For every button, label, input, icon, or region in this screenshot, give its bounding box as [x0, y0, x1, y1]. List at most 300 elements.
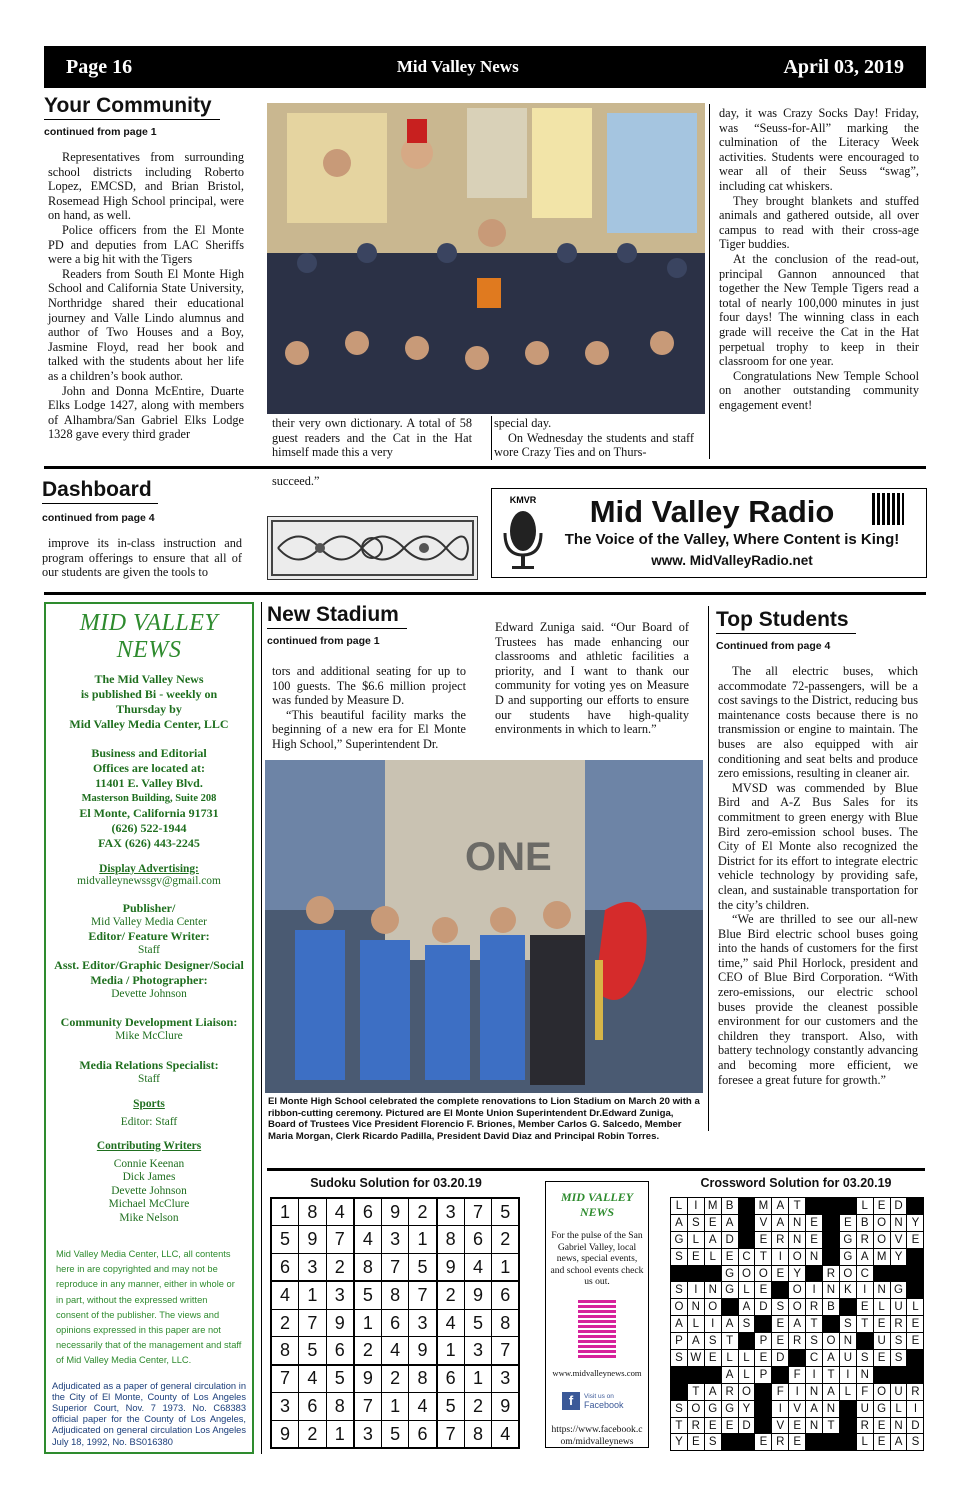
crossword-black-cell: [671, 1383, 688, 1400]
sudoku-cell: 3: [464, 1337, 492, 1365]
sudoku-cell: 6: [409, 1420, 437, 1448]
community-col3b: On Wednesday the students and staff wore Crazy Ties and on Thurs-: [494, 430, 694, 460]
crossword-cell: T: [806, 1316, 823, 1333]
crossword-cell: O: [687, 1400, 704, 1417]
sudoku-cell: 3: [409, 1309, 437, 1337]
top-para: MVSD was commended by Blue Bird and A-Z Bus Sales for its commitment to green energy with Blue Bird zero-emission school buses. The City of El Monte also recognized the District for its effort to integrate electric vehicle technology by providing safe, clean, and sustainable transportation for the city’s children.: [718, 780, 918, 912]
sudoku-cell: 5: [464, 1309, 492, 1337]
sudoku-row: [271, 1393, 519, 1421]
sudoku-cell: 5: [354, 1281, 382, 1309]
sudoku-cell: 8: [271, 1337, 299, 1365]
crossword-row: [671, 1350, 924, 1367]
sudoku-cell: 9: [381, 1198, 409, 1226]
crossword-cell: O: [839, 1265, 856, 1282]
top-heading-block: [716, 608, 856, 652]
crossword-cell: I: [772, 1248, 789, 1265]
crossword-black-cell: [704, 1265, 721, 1282]
sudoku-cell: 2: [326, 1254, 354, 1282]
crossword-cell: I: [806, 1282, 823, 1299]
crossword-black-cell: [806, 1198, 823, 1215]
crossword-black-cell: [823, 1434, 840, 1451]
crossword-cell: R: [772, 1434, 789, 1451]
page-number: Page 16: [66, 55, 133, 78]
sudoku-cell: 6: [326, 1337, 354, 1365]
crossword-black-cell: [755, 1417, 772, 1434]
section-rule: [267, 1168, 925, 1171]
crossword-cell: O: [789, 1248, 806, 1265]
microphone-icon: [500, 493, 546, 573]
masthead-pub-line: Mid Valley Media Center, LLC: [69, 717, 229, 731]
community-heading: Your Community: [44, 94, 220, 120]
crossword-cell: I: [907, 1400, 924, 1417]
crossword-cell: F: [789, 1366, 806, 1383]
sudoku-cell: 4: [326, 1198, 354, 1226]
sudoku-cell: 2: [354, 1337, 382, 1365]
crossword-cell: R: [823, 1265, 840, 1282]
crossword-cell: D: [907, 1417, 924, 1434]
asst-name: Devette Johnson: [111, 987, 187, 1000]
crossword-cell: R: [806, 1299, 823, 1316]
sudoku-cell: 7: [437, 1420, 465, 1448]
crossword-black-cell: [823, 1316, 840, 1333]
crossword-black-cell: [823, 1214, 840, 1231]
sudoku-cell: 2: [437, 1281, 465, 1309]
crossword-cell: D: [738, 1417, 755, 1434]
crossword-cell: A: [704, 1231, 721, 1248]
masthead-pub-line: Thursday by: [116, 702, 182, 716]
sudoku-cell: 6: [354, 1198, 382, 1226]
crossword-cell: M: [755, 1198, 772, 1215]
crossword-cell: U: [890, 1299, 907, 1316]
crossword-cell: L: [704, 1248, 721, 1265]
sudoku-cell: 7: [492, 1337, 520, 1365]
crossword-black-cell: [839, 1198, 856, 1215]
sudoku-cell: 1: [354, 1309, 382, 1337]
crossword-cell: A: [772, 1214, 789, 1231]
stadium-para: “This beautiful facility marks the beginning of a new era for El Monte High School,” Superintendent Dr.: [272, 707, 466, 751]
crossword-black-cell: [738, 1333, 755, 1350]
crossword-black-cell: [687, 1265, 704, 1282]
crossword-cell: S: [704, 1333, 721, 1350]
sudoku-cell: 1: [492, 1254, 520, 1282]
crossword-cell: A: [671, 1214, 688, 1231]
crossword-cell: E: [907, 1316, 924, 1333]
radio-logo-text: KMVR: [509, 495, 537, 505]
crossword-cell: I: [856, 1282, 873, 1299]
ad-label: Display Advertising:: [99, 863, 199, 875]
crossword-row: [671, 1231, 924, 1248]
sudoku-row: [271, 1281, 519, 1309]
crossword-cell: N: [890, 1214, 907, 1231]
crossword-cell: E: [704, 1214, 721, 1231]
radio-tagline: The Voice of the Valley, Where Content is King!: [564, 531, 900, 548]
page-banner: [44, 46, 926, 88]
crossword-cell: E: [907, 1231, 924, 1248]
crossword-cell: V: [772, 1417, 789, 1434]
crossword-black-cell: [907, 1282, 924, 1299]
masthead-box: [44, 602, 254, 1454]
sudoku-cell: 3: [437, 1198, 465, 1226]
crossword-cell: U: [873, 1333, 890, 1350]
crossword-cell: N: [839, 1333, 856, 1350]
crossword-black-cell: [907, 1265, 924, 1282]
top-continued: Continued from page 4: [716, 640, 831, 652]
crossword-cell: D: [755, 1299, 772, 1316]
facebook-url[interactable]: https://www.facebook.com/midvalleynews: [551, 1423, 643, 1447]
crossword-black-cell: [721, 1299, 738, 1316]
editor-label: Editor/ Feature Writer:: [88, 929, 210, 943]
crossword-cell: L: [890, 1400, 907, 1417]
crossword-row: [671, 1417, 924, 1434]
crossword-black-cell: [823, 1248, 840, 1265]
crossword-grid: [670, 1197, 924, 1451]
mrs-label: Media Relations Specialist:: [79, 1057, 219, 1072]
crossword-black-cell: [738, 1434, 755, 1451]
crossword-cell: A: [671, 1316, 688, 1333]
masthead-pub-line: is published Bi - weekly on: [80, 687, 218, 701]
community-col3a: special day.: [494, 416, 552, 430]
paper-title: Mid Valley News: [396, 57, 519, 76]
sudoku-cell: 4: [354, 1226, 382, 1254]
crossword-cell: K: [839, 1282, 856, 1299]
sudoku-cell: 9: [437, 1254, 465, 1282]
crossword-cell: O: [873, 1231, 890, 1248]
sudoku-cell: 3: [354, 1420, 382, 1448]
crossword-cell: S: [671, 1248, 688, 1265]
crossword-black-cell: [873, 1265, 890, 1282]
adjudication-notice: Adjudicated as a paper of general circulation in the City of El Monte, County of Los Angeles Superior Court, Nov. 7 1973. No. C68383 official paper for the County of Los Angeles, Adjudicated on general circulation Los Angeles July 18, 1992, No. BS016380: [52, 1380, 246, 1447]
crossword-cell: Y: [890, 1248, 907, 1265]
community-continued: continued from page 1: [44, 126, 157, 138]
crossword-cell: S: [856, 1350, 873, 1367]
sudoku-cell: 1: [437, 1337, 465, 1365]
crossword-cell: E: [721, 1248, 738, 1265]
crossword-cell: N: [687, 1299, 704, 1316]
crossword-cell: O: [704, 1299, 721, 1316]
crossword-cell: O: [789, 1282, 806, 1299]
sudoku-cell: 6: [299, 1393, 327, 1421]
crossword-cell: T: [687, 1383, 704, 1400]
crossword-row: [671, 1299, 924, 1316]
stadium-col1: [272, 664, 466, 752]
crossword-cell: E: [873, 1198, 890, 1215]
crossword-cell: N: [856, 1366, 873, 1383]
crossword-black-cell: [856, 1333, 873, 1350]
sudoku-cell: 4: [381, 1337, 409, 1365]
crossword-cell: T: [721, 1333, 738, 1350]
crossword-row: [671, 1248, 924, 1265]
sudoku-cell: 5: [381, 1420, 409, 1448]
sudoku-cell: 4: [409, 1393, 437, 1421]
crossword-cell: N: [806, 1248, 823, 1265]
crossword-cell: S: [839, 1316, 856, 1333]
crossword-cell: S: [671, 1350, 688, 1367]
crossword-cell: L: [738, 1282, 755, 1299]
crossword-cell: N: [873, 1282, 890, 1299]
sudoku-cell: 6: [492, 1281, 520, 1309]
crossword-row: [671, 1265, 924, 1282]
sudoku-row: [271, 1198, 519, 1226]
sudoku-cell: 4: [492, 1420, 520, 1448]
sudoku-cell: 1: [326, 1420, 354, 1448]
crossword-cell: E: [873, 1434, 890, 1451]
sudoku-cell: 6: [437, 1365, 465, 1393]
crossword-cell: L: [839, 1383, 856, 1400]
crossword-cell: O: [823, 1333, 840, 1350]
crossword-black-cell: [806, 1265, 823, 1282]
crossword-cell: R: [856, 1417, 873, 1434]
radio-title: Mid Valley Radio: [589, 494, 835, 529]
crossword-cell: A: [687, 1333, 704, 1350]
crossword-cell: C: [738, 1248, 755, 1265]
crossword-cell: A: [772, 1198, 789, 1215]
stadium-heading-block: [267, 603, 407, 647]
crossword-black-cell: [839, 1400, 856, 1417]
crossword-cell: E: [755, 1350, 772, 1367]
crossword-cell: R: [789, 1333, 806, 1350]
masthead-office-line: FAX (626) 443-2245: [98, 836, 200, 850]
sudoku-cell: 6: [381, 1309, 409, 1337]
sudoku-cell: 2: [409, 1198, 437, 1226]
promo-box: [545, 1181, 649, 1448]
crossword-cell: E: [873, 1316, 890, 1333]
sports-editor: Editor: Staff: [120, 1116, 178, 1128]
facebook-badge[interactable]: [562, 1390, 632, 1412]
crossword-cell: N: [823, 1282, 840, 1299]
crossword-cell: I: [704, 1316, 721, 1333]
crossword-black-cell: [823, 1231, 840, 1248]
column-rule: [491, 416, 492, 460]
crossword-black-cell: [890, 1265, 907, 1282]
sudoku-cell: 8: [492, 1309, 520, 1337]
sudoku-cell: 1: [409, 1226, 437, 1254]
sudoku-cell: 6: [271, 1254, 299, 1282]
sudoku-cell: 3: [326, 1281, 354, 1309]
top-para: “We are thrilled to see our all-new Blue Bird electric school buses going into the hands of customers for the first time,” said Phil Horlock, president and CEO of Blue Bird Corporation. “With zero-emissions, our electric school buses provide the cleanest possible environment for our customers and the children they transport. Also, with battery technology constantly advancing and becoming more efficient, we foresee a great future for growth.”: [718, 912, 918, 1087]
community-right-para: day, it was Crazy Socks Day! Friday, was “Seuss-for-All” marking the culmination of the Literacy Week activities. Students were encouraged to wear all of their Seuss “swag”, including cat whiskers.: [719, 106, 919, 193]
sudoku-cell: 3: [381, 1226, 409, 1254]
sudoku-cell: 9: [271, 1420, 299, 1448]
mrs-name: Staff: [138, 1072, 160, 1085]
sudoku-cell: 7: [271, 1365, 299, 1393]
top-body: [718, 664, 918, 1087]
radio-ad[interactable]: [491, 488, 927, 578]
crossword-cell: E: [789, 1417, 806, 1434]
stadium-heading: New Stadium: [267, 603, 407, 629]
crossword-row: [671, 1198, 924, 1215]
sudoku-cell: 4: [464, 1254, 492, 1282]
crossword-cell: A: [738, 1299, 755, 1316]
dashboard-continued: continued from page 4: [42, 512, 155, 524]
crossword-cell: B: [721, 1198, 738, 1215]
writer-name: Mike Nelson: [119, 1211, 179, 1224]
crossword-cell: E: [721, 1417, 738, 1434]
crossword-cell: A: [856, 1248, 873, 1265]
sudoku-cell: 8: [381, 1281, 409, 1309]
section-rule: [44, 466, 926, 469]
crossword-black-cell: [839, 1299, 856, 1316]
crossword-cell: N: [806, 1383, 823, 1400]
masthead-office-line: (626) 522-1944: [111, 821, 187, 835]
crossword-cell: N: [890, 1417, 907, 1434]
crossword-black-cell: [755, 1400, 772, 1417]
crossword-row: [671, 1316, 924, 1333]
crossword-cell: T: [823, 1417, 840, 1434]
crossword-black-cell: [738, 1214, 755, 1231]
promo-text: For the pulse of the San Gabriel Valley, local news, special events, and school events check us out.: [550, 1230, 644, 1287]
writer-name: Connie Keenan: [113, 1157, 185, 1170]
crossword-cell: P: [755, 1333, 772, 1350]
crossword-cell: N: [789, 1231, 806, 1248]
crossword-cell: O: [873, 1214, 890, 1231]
crossword-cell: F: [772, 1383, 789, 1400]
sudoku-cell: 9: [354, 1365, 382, 1393]
sudoku-cell: 5: [492, 1198, 520, 1226]
crossword-cell: S: [704, 1434, 721, 1451]
masthead-office-line: 11401 E. Valley Blvd.: [95, 776, 203, 790]
crossword-cell: I: [687, 1198, 704, 1215]
qr-code-icon: [578, 1298, 616, 1358]
ad-email[interactable]: midvalleynewssgv@gmail.com: [77, 875, 221, 887]
svg-text:ONE: ONE: [465, 835, 552, 879]
sudoku-cell: 4: [271, 1281, 299, 1309]
crossword-black-cell: [907, 1366, 924, 1383]
sudoku-cell: 9: [409, 1337, 437, 1365]
sudoku-grid: [270, 1197, 520, 1449]
crossword-cell: T: [671, 1417, 688, 1434]
crossword-cell: D: [772, 1350, 789, 1367]
crossword-cell: L: [873, 1299, 890, 1316]
crossword-cell: R: [907, 1383, 924, 1400]
crossword-black-cell: [721, 1434, 738, 1451]
crossword-black-cell: [907, 1248, 924, 1265]
crossword-cell: S: [687, 1214, 704, 1231]
crossword-cell: M: [704, 1198, 721, 1215]
crossword-cell: E: [873, 1350, 890, 1367]
crossword-cell: A: [704, 1383, 721, 1400]
crossword-black-cell: [907, 1350, 924, 1367]
crossword-cell: L: [856, 1198, 873, 1215]
promo-site[interactable]: www.midvalleynews.com: [552, 1367, 642, 1378]
crossword-black-cell: [671, 1366, 688, 1383]
crossword-cell: A: [789, 1316, 806, 1333]
crossword-cell: V: [890, 1231, 907, 1248]
crossword-cell: E: [755, 1231, 772, 1248]
issue-date: April 03, 2019: [783, 55, 904, 78]
crossword-cell: E: [806, 1214, 823, 1231]
sudoku-row: [271, 1337, 519, 1365]
community-right-para: Congratulations New Temple School on another outstanding community engagement event!: [719, 368, 919, 412]
sudoku-cell: 3: [492, 1365, 520, 1393]
sudoku-cell: 7: [326, 1226, 354, 1254]
sudoku-cell: 7: [381, 1254, 409, 1282]
crossword-row: [671, 1400, 924, 1417]
crossword-cell: L: [738, 1350, 755, 1367]
sudoku-cell: 1: [299, 1281, 327, 1309]
sudoku-row: [271, 1254, 519, 1282]
crossword-cell: C: [856, 1265, 873, 1282]
writer-name: Dick James: [122, 1171, 176, 1183]
crossword-cell: T: [755, 1248, 772, 1265]
crossword-cell: N: [823, 1400, 840, 1417]
sudoku-cell: 2: [464, 1393, 492, 1421]
column-rule: [261, 602, 262, 1454]
sudoku-cell: 8: [437, 1226, 465, 1254]
sudoku-row: [271, 1420, 519, 1448]
crossword-cell: I: [789, 1383, 806, 1400]
crossword-cell: E: [789, 1434, 806, 1451]
sudoku-cell: 2: [381, 1365, 409, 1393]
sudoku-cell: 5: [437, 1393, 465, 1421]
crossword-cell: U: [890, 1383, 907, 1400]
crossword-cell: A: [823, 1383, 840, 1400]
crossword-cell: R: [856, 1231, 873, 1248]
crossword-cell: G: [721, 1282, 738, 1299]
sudoku-cell: 4: [437, 1309, 465, 1337]
dashboard-block: [42, 478, 242, 580]
crossword-cell: E: [772, 1316, 789, 1333]
cdl-label: Community Development Liaison:: [60, 1015, 238, 1029]
crossword-cell: A: [890, 1434, 907, 1451]
crossword-cell: G: [721, 1265, 738, 1282]
crossword-cell: L: [738, 1366, 755, 1383]
crossword-row: [671, 1333, 924, 1350]
crossword-cell: S: [671, 1400, 688, 1417]
crossword-cell: W: [687, 1350, 704, 1367]
section-rule: [44, 592, 926, 595]
sudoku-cell: 2: [271, 1309, 299, 1337]
dashboard-heading: Dashboard: [42, 478, 158, 504]
masthead-office-line: El Monte, California 91731: [79, 806, 219, 820]
crossword-cell: O: [755, 1265, 772, 1282]
sudoku-row: [271, 1365, 519, 1393]
crossword-cell: A: [721, 1214, 738, 1231]
asst-label: Asst. Editor/Graphic Designer/Social Media / Photographer:: [54, 957, 244, 987]
crossword-black-cell: [755, 1383, 772, 1400]
crossword-cell: E: [856, 1299, 873, 1316]
radio-url[interactable]: www. MidValleyRadio.net: [651, 553, 813, 568]
sudoku-cell: 9: [326, 1309, 354, 1337]
crossword-cell: L: [856, 1434, 873, 1451]
top-para: The all electric buses, which accommodate 72-passengers, will be a cost savings to the District, reducing bus maintenance costs because there is no transmission or engine to maintain. The buses are also equipped with air conditioning and seat belts and produce zero emissions, resulting in cleaner air.: [718, 664, 918, 781]
sudoku-cell: 8: [409, 1365, 437, 1393]
crossword-cell: R: [772, 1231, 789, 1248]
masthead-office-line: Masterson Building, Suite 208: [81, 793, 217, 804]
crossword-cell: S: [890, 1333, 907, 1350]
sudoku-cell: 8: [299, 1198, 327, 1226]
promo-title: MID VALLEY NEWS: [560, 1190, 634, 1219]
crossword-cell: N: [704, 1282, 721, 1299]
crossword-black-cell: [755, 1316, 772, 1333]
crossword-black-cell: [873, 1366, 890, 1383]
crossword-cell: A: [806, 1400, 823, 1417]
sudoku-cell: 9: [492, 1393, 520, 1421]
crossword-black-cell: [772, 1366, 789, 1383]
crossword-cell: D: [721, 1231, 738, 1248]
stadium-caption: El Monte High School celebrated the complete renovations to Lion Stadium on March 20 with a ribbon-cutting ceremony. Pictured are El Monte Union Superintendent Dr.Edward Zuniga, Board of Trustees Vice President Florencio F. Briones, Member Carlos G. Salcedo, Member Maria Morgan, Clerk Ricardo Padilla, President David Diaz and Principal Robin Torres.: [268, 1096, 700, 1143]
dashboard-succeed: succeed.”: [272, 474, 320, 488]
sudoku-cell: 8: [354, 1254, 382, 1282]
crossword-cell: R: [721, 1383, 738, 1400]
crossword-black-cell: [890, 1366, 907, 1383]
community-col3: [494, 416, 694, 460]
top-heading: Top Students: [716, 608, 856, 634]
publisher-name: Mid Valley Media Center: [91, 915, 207, 928]
rights-notice: Mid Valley Media Center, LLC, all contents here in are copyrighted and may not be reproduce in any manner, either in whole or in part, without the expressed written consent of the publisher. The views and opinions expressed in this paper are not necessarily that of the management and staff of Mid Valley Media Center, LLC.: [56, 1249, 242, 1366]
crossword-cell: I: [839, 1366, 856, 1383]
crossword-cell: I: [806, 1366, 823, 1383]
crossword-cell: N: [806, 1417, 823, 1434]
